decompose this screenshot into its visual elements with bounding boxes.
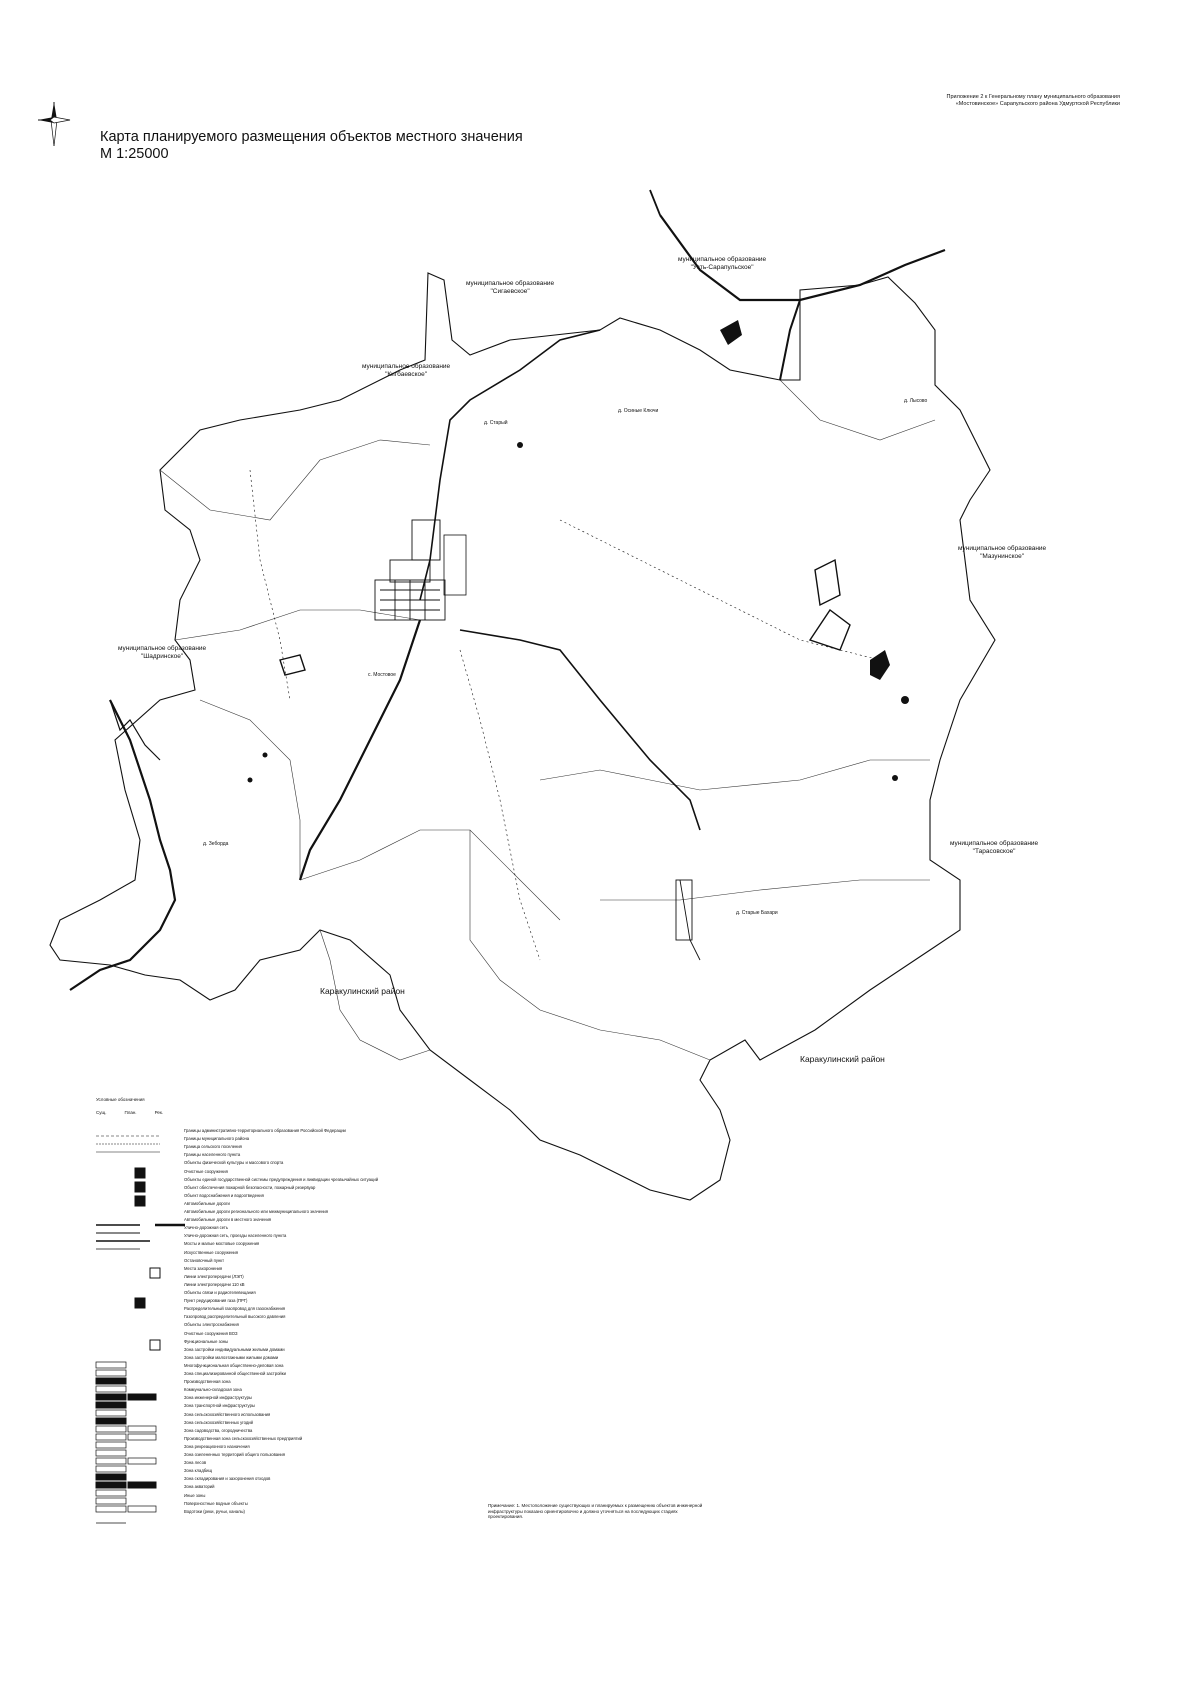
legend-item-label: Водотоки (реки, ручьи, каналы) [184,1508,245,1514]
legend-item-label: Зона складирования и захоронения отходов [184,1476,271,1482]
map-title: Карта планируемого размещения объектов местного значения [100,129,523,145]
legend-item-label: Зона рекреационного назначения [184,1443,250,1449]
legend-item-label: Зона специализированной общественной застройки [184,1371,286,1376]
muni-kigbaevskoe-label: муниципальное образование "Кигбаевское" [362,363,451,378]
legend-item-label: Очистные сооружения ВОЗ [184,1330,238,1336]
legend-item-label: Пункт редуцирования газа (ПРГ) [184,1298,248,1304]
legend-item-label: Объекты физической культуры и массового спорта [184,1160,284,1166]
district-label-2: Каракулинский район [800,1054,885,1064]
map-note: Примечание: 1. Местоположение существующих и планируемых к размещению объектов инженерной инфраструктуры показано ориентировочно и должно уточняться на последующих стадиях проектирования. [488,1503,703,1519]
legend-item-label: Зона застройки индивидуальными жилыми домами [184,1346,285,1352]
legend-item-label: Поверхностные водные объекты [184,1500,248,1506]
district-label-1: Каракулинский район [320,986,405,996]
legend-item-label: Объекты единой государственной системы предупреждения и ликвидации чрезвычайных ситуаций [184,1176,379,1182]
legend-item-label: Многофункциональная общественно-деловая зона [184,1362,284,1368]
legend-item-label: Зона садоводства, огородничества [184,1427,253,1433]
legend-item-label: Мосты и малые мостовые сооружения [184,1241,260,1247]
legend-item-label: Границы муниципального района [184,1136,250,1142]
legend-item-label: Линии электропередачи 110 кВ [184,1281,245,1287]
legend-item-label: Границы населенного пункта [184,1152,241,1158]
legend-item-label: Зона транспортной инфраструктуры [184,1403,255,1409]
legend-item-label: Коммунально-складская зона [184,1387,242,1393]
river [70,700,175,990]
legend-item-label: Газопровод распределительный высокого давления [184,1314,286,1320]
legend-item-label: Границы административно-территориального образования Российской Федерации [184,1128,346,1133]
settlement-label: д. Лысово [904,398,928,404]
legend-item-label: Очистные сооружения [184,1168,228,1174]
legend-item-label: Зона лесов [184,1460,207,1466]
legend-item-label: Производственная зона [184,1379,231,1385]
legend-item-label: Объекты связи и радиотелевещания [184,1290,256,1295]
legend-item-label: Объект водоснабжения и водоотведения [184,1192,264,1198]
muni-sigaevskoe-label: муниципальное образование "Сигаевское" [466,280,555,295]
muni-us-sarapulskoe-label: муниципальное образование "Усть-Сарапульское" [678,256,767,271]
legend-item-label: Автомобильные дороги в местного значения [184,1217,272,1223]
settlement-label: д. Зеборда [203,841,229,847]
settlement-label: д. Старый [484,420,508,426]
muni-tarasovskoe-label: муниципальное образование "Тарасовское" [950,840,1039,855]
legend-item-label: Объект обеспечения пожарной безопасности, пожарный резервуар [184,1184,316,1190]
legend-item-label: Функциональные зоны [184,1338,229,1344]
legend-symbols [96,1136,185,1523]
legend-item-label: Зона кладбищ [184,1468,212,1474]
legend-item-label: Зона акваторий [184,1484,215,1490]
legend-item-label: Автомобильные дороги [184,1200,230,1206]
legend-item-label: Производственная зона сельскохозяйственных предприятий [184,1435,303,1441]
legend-item-label: Иные зоны [184,1492,206,1498]
legend-item-label: Места захоронения [184,1265,223,1271]
map-scale: М 1:25000 [100,146,169,162]
settlement-label: с. Мостовое [368,672,396,678]
legend-item-label: Зона застройки малоэтажными жилыми домами [184,1354,279,1360]
settlement-label: д. Старые Бахари [736,910,778,916]
legend-item-label: Искусственные сооружения [184,1249,239,1255]
legend-item-label: Зона инженерной инфраструктуры [184,1395,252,1401]
legend-item-label: Остановочный пункт [184,1257,225,1263]
legend-item-label: Улично-дорожная сеть [184,1225,229,1231]
legend-columns: Сущ. План. Рек. [96,1110,164,1115]
legend-item-label: Распределительный газопровод для газоснабжения [184,1306,286,1312]
legend-item-label: Зона сельскохозяйственных угодий [184,1419,253,1425]
legend-item-label: Улично-дорожная сеть, проезды населенного пункта [184,1233,287,1239]
legend-item-label: Автомобильные дороги регионального или межмуниципального значения [184,1209,329,1214]
legend-item-label: Граница сельского поселения [184,1144,242,1150]
legend-item-label: Линии электропередачи (ЛЭП) [184,1273,244,1279]
legend [96,1097,426,1115]
settlement-mostovoe [375,520,445,620]
appendix-note: Приложение 2 к Генеральному плану муниципального образования «Мостовинское» Сарапульского района Удмуртской Республики [946,94,1120,107]
muni-shadrinskoe-label: муниципальное образование "Шадринское" [118,645,207,660]
settlement-label: д. Осиные Ключи [618,408,659,414]
legend-item-label: Объекты электроснабжения [184,1322,239,1328]
legend-item-label: Зона сельскохозяйственного использования [184,1411,271,1417]
muni-mazuninskoe-label: муниципальное образование "Мазунинское" [958,545,1047,560]
legend-title: Условные обозначения [96,1097,145,1102]
legend-item-label: Зона озелененных территорий общего пользования [184,1452,286,1457]
